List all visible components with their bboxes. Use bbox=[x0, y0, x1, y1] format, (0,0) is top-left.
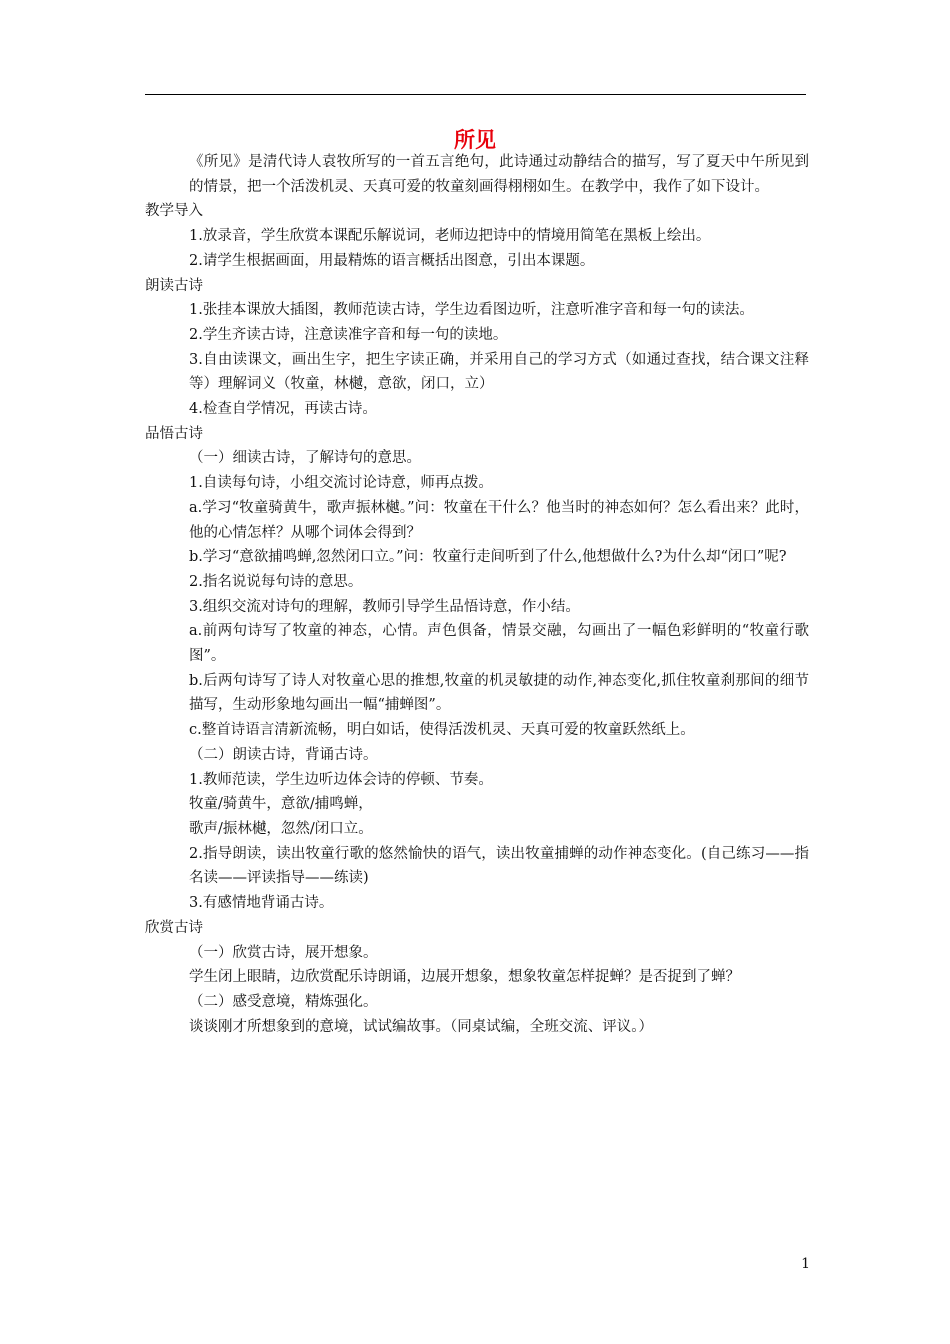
section-heading: 品悟古诗 bbox=[145, 425, 203, 442]
paragraph: 牧童/骑黄牛，意欲/捕鸣蝉， bbox=[189, 796, 373, 813]
paragraph: 《所见》是清代诗人袁牧所写的一首五言绝句，此诗通过动静结合的描写，写了夏天中午所见到的情景，把一个活泼机灵、天真可爱的牧童刻画得栩栩如生。在教学中，我作了如下设计。 bbox=[189, 154, 809, 195]
section-heading: 朗读古诗 bbox=[145, 277, 203, 294]
paragraph: a.学习“牧童骑黄牛，歌声振林樾。”问：牧童在干什么？他当时的神态如何？怎么看出来？此时，他的心情怎样？从哪个词体会得到？ bbox=[189, 499, 809, 541]
paragraph: 1.自读每句诗，小组交流讨论诗意，师再点拨。 bbox=[189, 475, 493, 492]
paragraph: b.学习“意欲捕鸣蝉,忽然闭口立。”问：牧童行走间听到了什么,他想做什么?为什么却“闭口”呢? bbox=[189, 549, 787, 566]
paragraph: 1.放录音，学生欣赏本课配乐解说词，老师边把诗中的情境用简笔在黑板上绘出。 bbox=[189, 228, 711, 245]
paragraph: 2.指名说说每句诗的意思。 bbox=[189, 573, 363, 590]
paragraph: （一）欣赏古诗，展开想象。 bbox=[189, 944, 378, 961]
paragraph: 学生闭上眼睛，边欣赏配乐诗朗诵，边展开想象，想象牧童怎样捉蝉？是否捉到了蝉？ bbox=[189, 969, 740, 986]
section-heading: 欣赏古诗 bbox=[145, 919, 203, 936]
paragraph: b.后两句诗写了诗人对牧童心思的推想,牧童的机灵敏捷的动作,神态变化,抓住牧童刹那间的细节描写，生动形象地勾画出一幅“捕蝉图”。 bbox=[189, 672, 809, 714]
paragraph: 3.组织交流对诗句的理解，教师引导学生品悟诗意，作小结。 bbox=[189, 598, 580, 615]
page-title: 所见 bbox=[454, 128, 496, 152]
paragraph: （一）细读古诗，了解诗句的意思。 bbox=[189, 450, 421, 467]
page-number: 1 bbox=[801, 1256, 810, 1272]
paragraph: （二）朗读古诗，背诵古诗。 bbox=[189, 746, 378, 763]
header-rule bbox=[145, 94, 806, 95]
section-heading: 教学导入 bbox=[145, 203, 203, 220]
paragraph: 1.张挂本课放大插图，教师范读古诗，学生边看图边听，注意听准字音和每一句的读法。 bbox=[189, 302, 754, 319]
paragraph: 谈谈刚才所想象到的意境，试试编故事。（同桌试编，全班交流、评议。） bbox=[189, 1018, 653, 1035]
paragraph: 1.教师范读，学生边听边体会诗的停顿、节奏。 bbox=[189, 771, 493, 788]
paragraph: 4.检查自学情况，再读古诗。 bbox=[189, 401, 377, 418]
paragraph: c.整首诗语言清新流畅，明白如话，使得活泼机灵、天真可爱的牧童跃然纸上。 bbox=[189, 722, 695, 739]
paragraph: （二）感受意境，精炼强化。 bbox=[189, 993, 378, 1010]
document-body bbox=[145, 150, 809, 1039]
paragraph: 歌声/振林樾，忽然/闭口立。 bbox=[189, 820, 373, 837]
paragraph: a.前两句诗写了牧童的神态，心情。声色俱备，情景交融，勾画出了一幅色彩鲜明的“牧童行歌图”。 bbox=[189, 623, 809, 665]
paragraph: 3.有感情地背诵古诗。 bbox=[189, 895, 334, 912]
paragraph: 2.学生齐读古诗，注意读准字音和每一句的读地。 bbox=[189, 326, 508, 343]
paragraph: 2.请学生根据画面，用最精炼的语言概括出图意，引出本课题。 bbox=[189, 252, 595, 269]
paragraph: 3.自由读课文，画出生字，把生字读正确，并采用自己的学习方式（如通过查找，结合课文注释等）理解词义（牧童，林樾，意欲，闭口，立） bbox=[189, 351, 809, 393]
paragraph: 2.指导朗读，读出牧童行歌的悠然愉快的语气，读出牧童捕蝉的动作神态变化。(自己练习——指名读——评读指导——练读) bbox=[189, 845, 809, 887]
